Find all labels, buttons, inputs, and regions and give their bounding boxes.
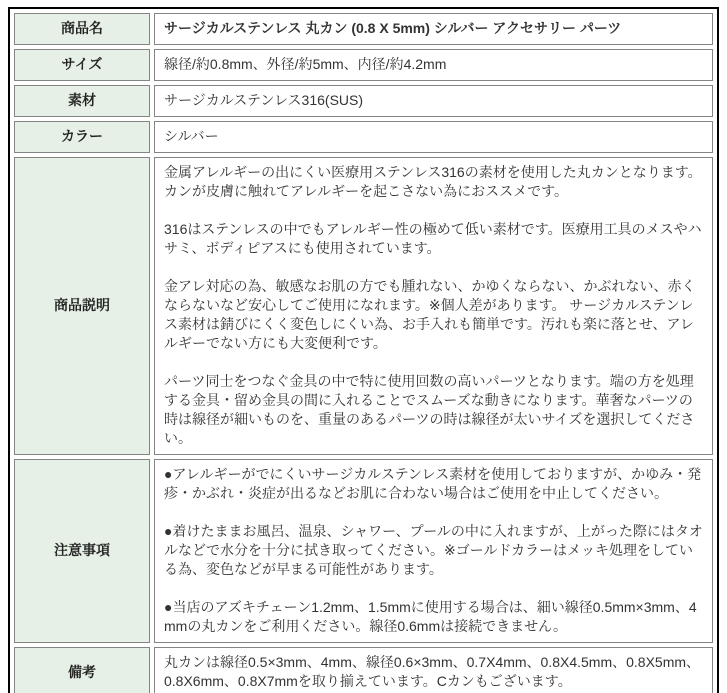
spec-row-label: カラー xyxy=(14,121,150,153)
spec-row-label: 素材 xyxy=(14,85,150,117)
spec-row-label: サイズ xyxy=(14,49,150,81)
spec-row-value xyxy=(154,647,713,693)
spec-paragraph: サージカルステンレス 丸カン (0.8 X 5mm) シルバー アクセサリー パーツ xyxy=(164,20,622,36)
spec-paragraph: ●アレルギーがでにくいサージカルステンレス素材を使用しておりますが、かゆみ・発疹・かぶれ・炎症が出るなどお肌に合わない場合はご使用を中止してください。 xyxy=(164,466,702,501)
spec-row xyxy=(14,121,713,153)
spec-paragraph: パーツ同士をつなぐ金具の中で特に使用回数の高いパーツとなります。端の方を処理する金具・留め金具の間に入れることでスムーズな動きになります。華奢なパーツの時は線径が細いものを、重量のあるパーツの時は線径が太いサイズを選択してください。 xyxy=(164,373,695,446)
spec-paragraph: 316はステンレスの中でもアレルギー性の極めて低い素材です。医療用工具のメスやハサミ、ボディピアスにも使用されています。 xyxy=(164,221,702,256)
spec-paragraph: 線径/約0.8mm、外径/約5mm、内径/約4.2mm xyxy=(164,56,447,72)
spec-paragraph: 金属アレルギーの出にくい医療用ステンレス316の素材を使用した丸カンとなります。カンが皮膚に触れてアレルギーを起こさない為におススメです。 xyxy=(164,164,702,199)
spec-row-label: 商品説明 xyxy=(14,157,150,455)
spec-paragraph: 丸カンは線径0.5×3mm、4mm、線径0.6×3mm、0.7X4mm、0.8X4.5mm、0.8X5mm、0.8X6mm、0.8X7mmを取り揃えています。Cカンもございます。 xyxy=(164,654,701,689)
spec-row-label: 備考 xyxy=(14,647,150,693)
spec-paragraph: 金アレ対応の為、敏感なお肌の方でも腫れない、かゆくならない、かぶれない、赤くならないなど安心してご使用になれます。※個人差があります。 サージカルステンレス素材は錆びにくく変色しにくい為、お手入れも簡単です。汚れも楽に落とせ、アレルギーでない方にも大変便利です。 xyxy=(164,278,696,351)
spec-row xyxy=(14,459,713,643)
spec-row-value xyxy=(154,459,713,643)
spec-row-value xyxy=(154,157,713,455)
spec-paragraph: シルバー xyxy=(164,128,219,144)
spec-row xyxy=(14,647,713,693)
spec-row-value xyxy=(154,121,713,153)
spec-row-value xyxy=(154,13,713,45)
spec-row xyxy=(14,85,713,117)
spec-row-value xyxy=(154,85,713,117)
spec-paragraph: サージカルステンレス316(SUS) xyxy=(164,92,364,108)
spec-row xyxy=(14,157,713,455)
spec-row-value xyxy=(154,49,713,81)
product-spec-table xyxy=(8,7,719,693)
spec-row xyxy=(14,13,713,45)
spec-paragraph: ●当店のアズキチェーン1.2mm、1.5mmに使用する場合は、細い線径0.5mm×3mm、4mmの丸カンをご利用ください。線径0.6mmは接続できません。 xyxy=(164,599,697,634)
spec-row-label: 注意事項 xyxy=(14,459,150,643)
spec-paragraph: ●着けたままお風呂、温泉、シャワー、プールの中に入れますが、上がった際にはタオルなどで水分を十分に拭き取ってください。※ゴールドカラーはメッキ処理をしている為、変色などが早まる可能性があります。 xyxy=(164,523,703,577)
spec-row-label: 商品名 xyxy=(14,13,150,45)
spec-table-body xyxy=(14,13,713,693)
spec-row xyxy=(14,49,713,81)
